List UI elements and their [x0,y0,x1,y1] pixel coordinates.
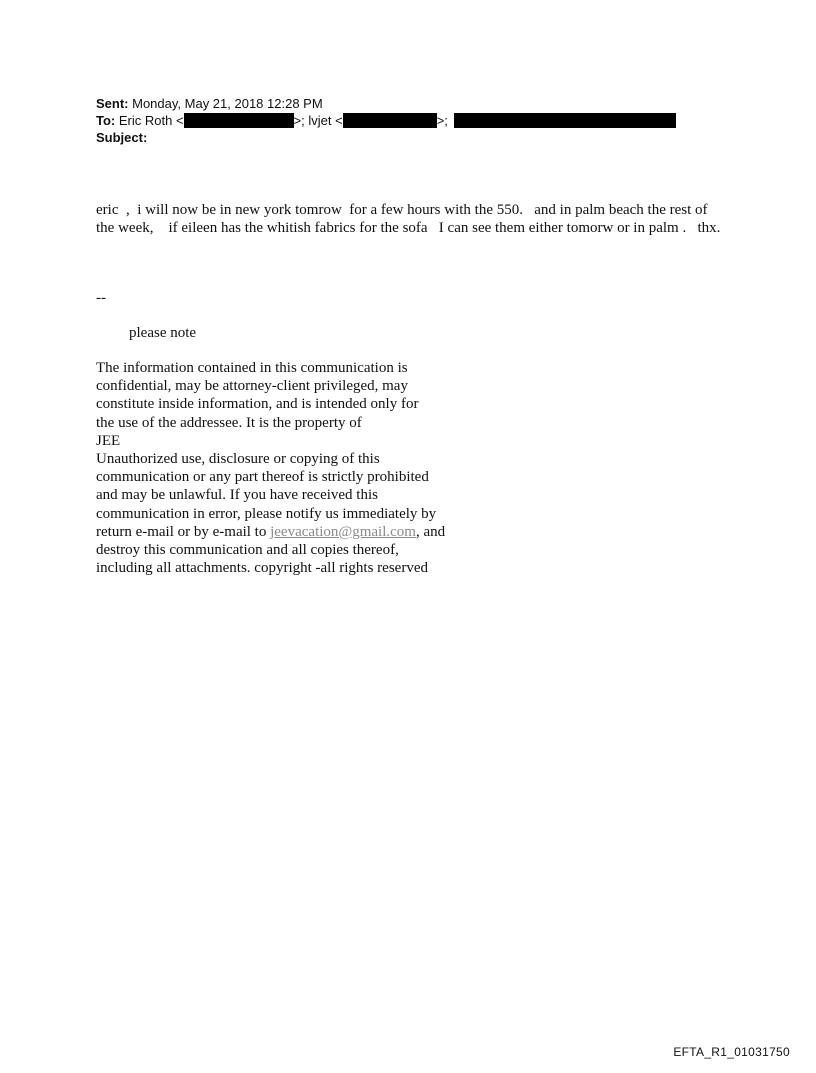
to-row [96,112,676,129]
disclaimer-line: destroy this communication and all copies thereof, [96,542,399,559]
disclaimer-line [96,523,476,541]
sent-value: Monday, May 21, 2018 12:28 PM [132,96,323,111]
disclaimer-line: The information contained in this communication is [96,360,408,376]
please-note: please note [129,325,197,341]
disclaimer-line: communication in error, please notify us immediately by [96,505,437,522]
sent-label: Sent: [96,96,129,111]
disclaimer-line: communication or any part thereof is strictly prohibited [96,469,429,486]
to-separator-2: >; [436,113,448,128]
signature-separator: -- [96,290,106,306]
to-recipient-1: Eric Roth < [118,113,184,128]
subject-label: Subject: [96,130,148,145]
redaction-box [343,113,437,128]
disclaimer-text: , and [415,523,446,540]
disclaimer-line: and may be unlawful. If you have received this [96,487,378,504]
disclaimer-line: Unauthorized use, disclosure or copying of this [96,451,380,468]
document-id: EFTA_R1_01031750 [673,1045,790,1059]
disclaimer-line: JEE [96,432,121,449]
sent-row [96,95,676,112]
confidentiality-disclaimer [96,359,476,577]
message-body: eric , i will now be in new york tomrow for a few hours with the 550. and in palm beach the rest of the week, if eileen has the whitish fabrics for the sofa I can see them either tomorw or in palm . thx. [96,202,721,236]
subject-row [96,129,676,146]
redaction-box [184,113,294,128]
to-separator-1: >; lvjet < [293,113,343,128]
email-link[interactable]: jeevacation@gmail.com [270,523,416,540]
disclaimer-text: return e-mail or by e-mail to [96,523,271,540]
disclaimer-line: the use of the addressee. It is the property of [96,414,362,431]
disclaimer-line: confidential, may be attorney-client privileged, may [96,378,408,395]
to-label: To: [96,113,116,128]
disclaimer-line: including all attachments. copyright -all rights reserved [96,560,428,577]
email-header [96,95,676,146]
redaction-box [454,113,676,128]
disclaimer-line: constitute inside information, and is intended only for [96,396,419,413]
